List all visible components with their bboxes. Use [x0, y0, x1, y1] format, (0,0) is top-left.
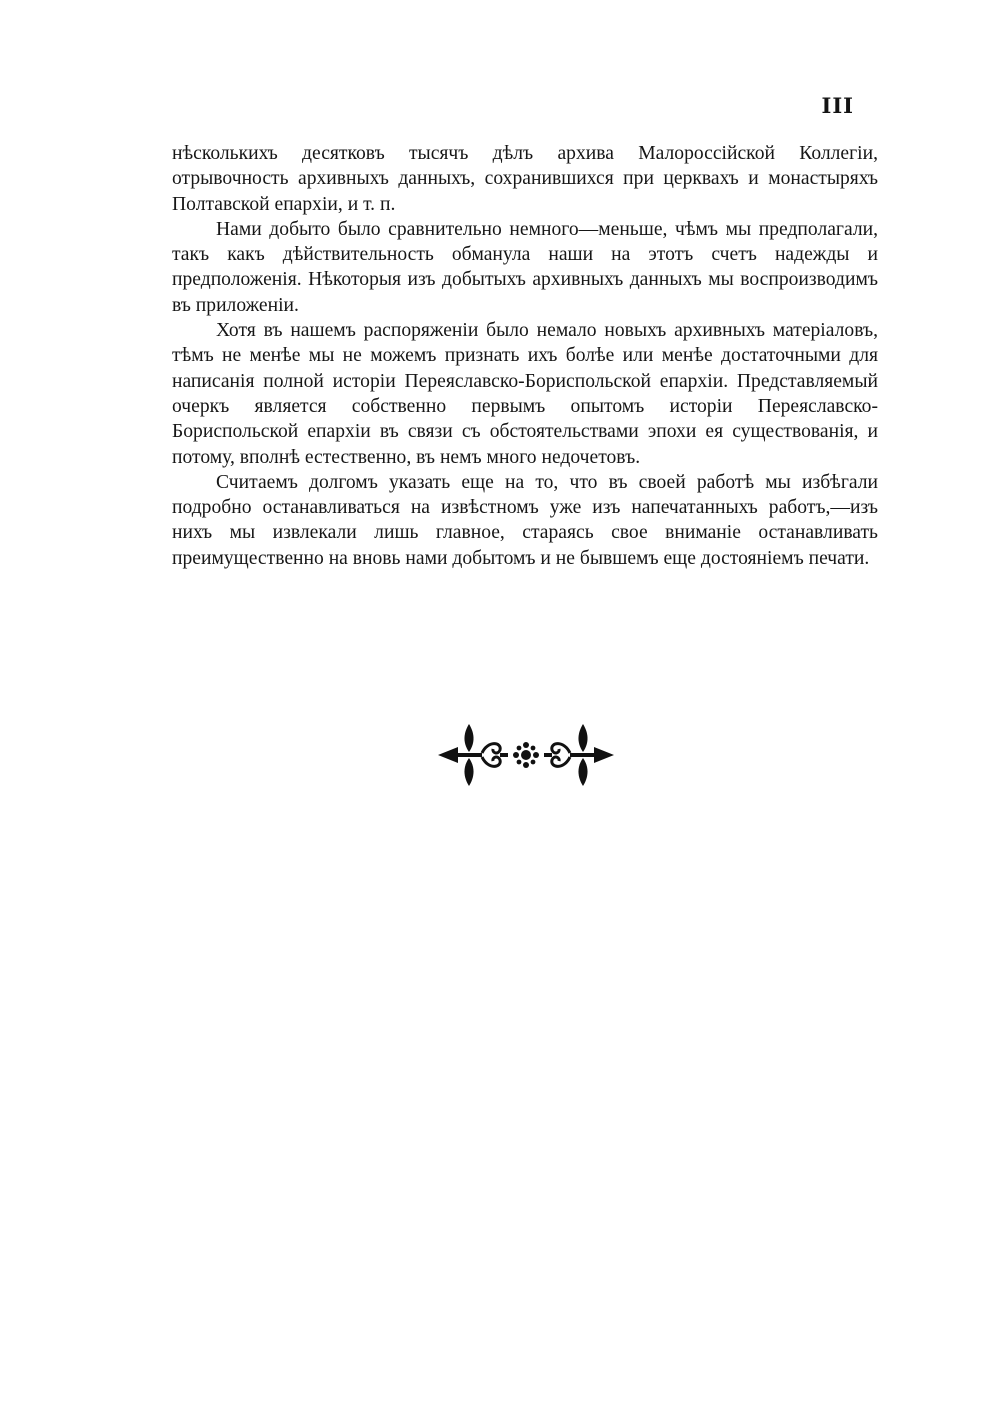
paragraph: Хотя въ нашемъ распоряженіи было немало новыхъ архивныхъ матеріаловъ, тѣмъ не менѣе мы не можемъ признать ихъ болѣе или менѣе достаточными для написанія полной исторіи Переяславско-Бориспольской епархіи. Представляемый очеркъ является собственно первымъ опытомъ исторіи Переяславско-Бориспольской епархіи въ связи съ обстоятельствами эпохи ея существованія, и потому, вполнѣ естественно, въ немъ много недочетовъ. — [172, 320, 878, 468]
paragraph: Нами добыто было сравнительно немного—меньше, чѣмъ мы предполагали, такъ какъ дѣйствительность обманула наши на этотъ счетъ надежды и предположенія. Нѣкоторыя изъ добытыхъ архивныхъ данныхъ мы воспроизводимъ въ приложеніи. — [172, 218, 878, 316]
fleuron-ornament-icon — [436, 720, 616, 790]
paragraph-continuation: нѣсколькихъ десятковъ тысячъ дѣлъ архива Малороссійской Коллегіи, отрывочность архивныхъ данныхъ, сохранившихся при церквахъ и монастыряхъ Полтавской епархіи, и т. п. — [172, 143, 878, 215]
page-number: III — [821, 93, 854, 118]
paragraph: Считаемъ долгомъ указать еще на то, что въ своей работѣ мы избѣгали подробно останавливаться на извѣстномъ уже изъ напечатанныхъ работъ,—изъ нихъ мы извлекали лишь главное, стараясь свое вниманіе останавливать преимущественно на вновь нами добытомъ и не бывшемъ еще достояніемъ печати. — [172, 471, 878, 569]
body-text — [172, 141, 878, 571]
